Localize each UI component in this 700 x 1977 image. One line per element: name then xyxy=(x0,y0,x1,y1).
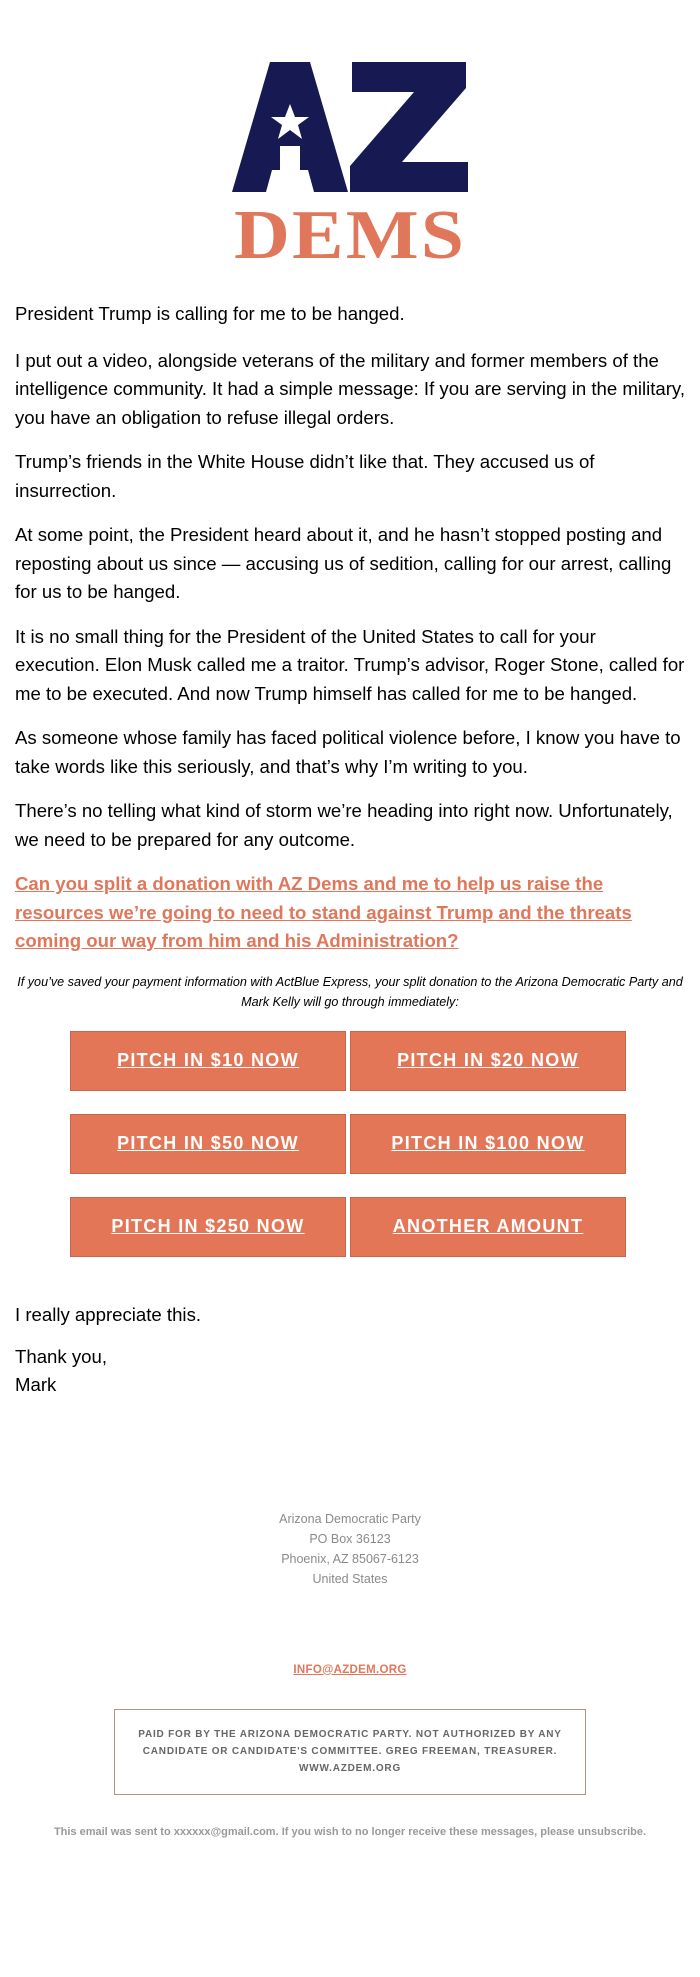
pitch-in-100-button[interactable]: PITCH IN $100 NOW xyxy=(350,1114,626,1174)
logo-text-dems: DEMS xyxy=(234,197,466,262)
donation-buttons xyxy=(70,1031,630,1257)
thank-you-line: Thank you, xyxy=(15,1345,107,1367)
closing xyxy=(0,1301,700,1399)
paragraph: Trump’s friends in the White House didn’t like that. They accused us of insurrection. xyxy=(15,451,595,501)
donation-cta-link[interactable]: Can you split a donation with AZ Dems and me to help us raise the resources we’re going to need to stand against Trump and the threats coming our way from him and his Administration? xyxy=(15,873,632,951)
letter-body xyxy=(0,300,700,956)
signature: Mark xyxy=(15,1373,57,1395)
pitch-in-10-button[interactable]: PITCH IN $10 NOW xyxy=(70,1031,346,1091)
contact-email-link[interactable]: INFO@AZDEM.ORG xyxy=(293,1663,407,1676)
paragraph: At some point, the President heard about it, and he hasn’t stopped posting and reposting about us since — accusing us of sedition, calling for our arrest, calling for us to be hanged. xyxy=(15,524,672,602)
address-line: Arizona Democratic Party xyxy=(279,1511,421,1526)
actblue-note: If you’ve saved your payment information with ActBlue Express, your split donation to the Arizona Democratic Party and Mark Kelly will go through immediately: xyxy=(17,974,683,1009)
paragraph: It is no small thing for the President of the United States to call for your execution. Elon Musk called me a traitor. Trump’s advisor, Roger Stone, called for me to be executed. And now Trump himself has called for me to be hanged. xyxy=(15,625,685,704)
pitch-in-20-button[interactable]: PITCH IN $20 NOW xyxy=(350,1031,626,1091)
address-line: Phoenix, AZ 85067-6123 xyxy=(281,1551,419,1566)
pitch-in-250-button[interactable]: PITCH IN $250 NOW xyxy=(70,1197,346,1257)
paid-for-disclaimer: PAID FOR BY THE ARIZONA DEMOCRATIC PARTY. NOT AUTHORIZED BY ANY CANDIDATE OR CANDIDATE'S COMMITTEE. GREG FREEMAN, TREASURER. WWW.AZDEM.ORG xyxy=(114,1709,586,1795)
logo-letter-z xyxy=(350,62,468,192)
paragraph: As someone whose family has faced political violence before, I know you have to take words like this seriously, and that’s why I’m writing to you. xyxy=(15,727,681,777)
logo-header xyxy=(0,0,700,300)
another-amount-button[interactable]: ANOTHER AMOUNT xyxy=(350,1197,626,1257)
paragraph: President Trump is calling for me to be hanged. xyxy=(15,303,405,324)
pitch-in-50-button[interactable]: PITCH IN $50 NOW xyxy=(70,1114,346,1174)
sign-off xyxy=(15,1343,685,1399)
address-line: United States xyxy=(312,1571,388,1586)
mailing-address xyxy=(0,1509,700,1589)
appreciation-line: I really appreciate this. xyxy=(15,1303,202,1325)
contact-email-wrap xyxy=(0,1660,700,1678)
az-dems-logo xyxy=(232,62,468,262)
paragraph: There’s no telling what kind of storm we’re heading into right now. Unfortunately, we need to be prepared for any outcome. xyxy=(15,800,673,850)
address-line: PO Box 36123 xyxy=(309,1531,391,1546)
paragraph: I put out a video, alongside veterans of the military and former members of the intelligence community. It had a simple message: If you are serving in the military, you have an obligation to refuse illegal orders. xyxy=(15,349,686,428)
unsubscribe-notice[interactable]: This email was sent to xxxxxx@gmail.com. If you wish to no longer receive these messages, please unsubscribe. xyxy=(53,1825,647,1838)
